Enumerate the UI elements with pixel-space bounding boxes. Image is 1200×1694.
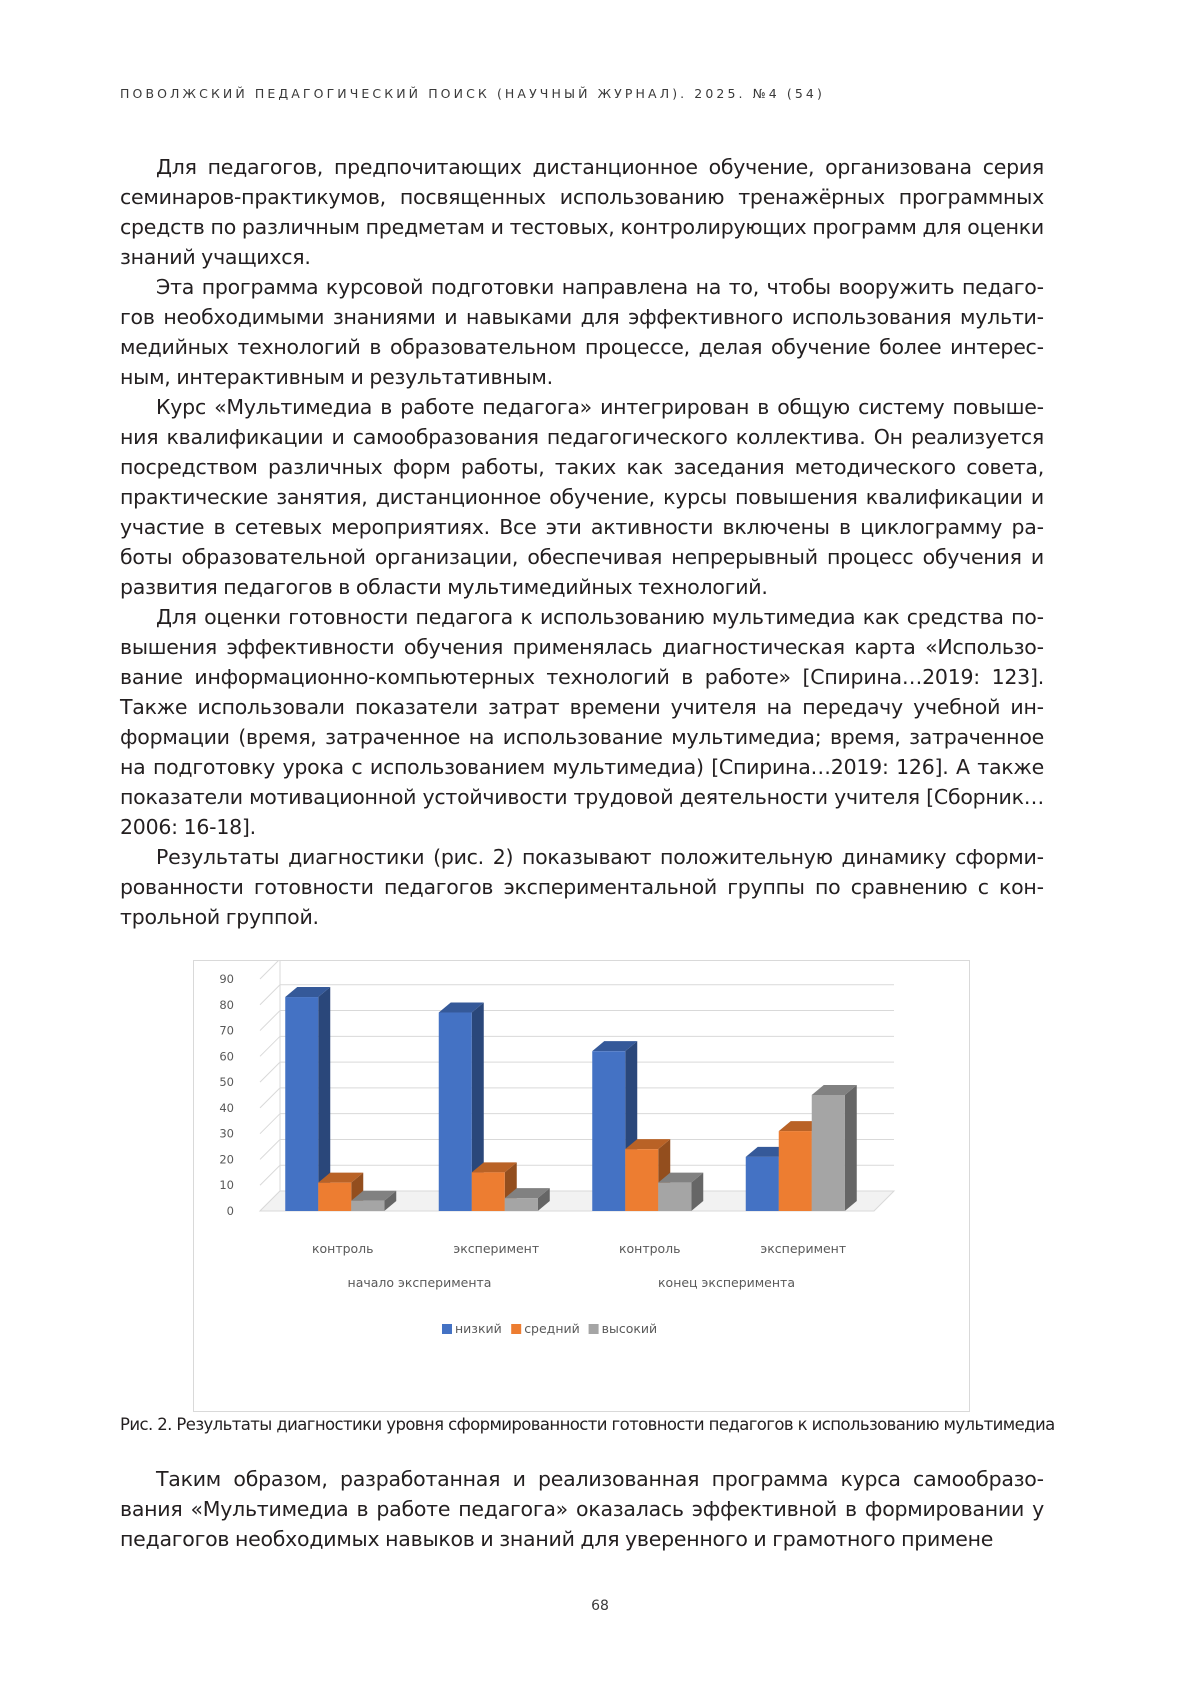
bar-высокий [351,1201,384,1211]
bar-высокий [658,1183,691,1211]
bar-средний [625,1149,658,1211]
x-category-label: эксперимент [760,1241,847,1256]
gridline-side [260,985,280,1005]
gridline-side [260,1011,280,1031]
x-category-label: контроль [618,1241,681,1256]
journal-header: ПОВОЛЖСКИЙ ПЕДАГОГИЧЕСКИЙ ПОИСК (НАУЧНЫЙ ЖУРНАЛ). 2025. №4 (54) [120,86,825,101]
bars [285,987,857,1211]
bar-низкий [592,1051,625,1211]
figure-chart [193,960,970,1412]
bar-высокий [812,1095,845,1211]
gridline-side [260,1088,280,1108]
y-tick-label: 70 [219,1023,234,1038]
paragraph: Эта программа курсовой подготовки направлена на то, чтобы вооружить педагогов необходимыми знаниями и навыками для эффективного использования мультимедийных технологий в образовательном процессе, делая обучение более интересным, интерактивным и результативным. [120,275,1044,389]
legend-swatch [442,1324,452,1334]
page-number: 68 [591,1598,609,1614]
bar-высокий [505,1198,538,1211]
body-text-bottom [120,1464,1044,1554]
legend-label: низкий [455,1321,502,1336]
gridline-side [260,1165,280,1185]
paragraph: Для оценки готовности педагога к использованию мультимедиа как средства повышения эффективности обучения применялась диагностическая карта «Использование информационно-компьютерных технологий в работе» [Спирина…2019: 123]. Также использовали показатели затрат времени учителя на передачу учебной информации (время, затраченное на использование мультимедиа; время, затраченное на подготовку урока с использованием мультимедиа) [Спирина…2019: 126]. А также показатели мотивационной устойчивости трудовой деятельности учителя [Сборник… 2006: 16-18]. [120,605,1044,839]
bar-низкий [285,997,318,1211]
x-axis-labels [312,1241,846,1290]
x-category-label: эксперимент [453,1241,540,1256]
paragraph: Для педагогов, предпочитающих дистанционное обучение, организована серия семинаров-практикумов, посвященных использованию тренажёрных программных средств по различным предметам и тестовых, контролирующих программ для оценки знаний учащихся. [120,155,1044,269]
y-tick-label: 40 [219,1100,234,1115]
legend-label: высокий [601,1321,658,1336]
paragraph: Таким образом, разработанная и реализованная программа курса самообразования «Мультимедиа в работе педагога» оказалась эффективной в формировании у педагогов необходимых навыков и знаний для уверенного и грамотного примене [120,1467,1044,1551]
bar-chart [194,961,969,1411]
x-group-label: конец эксперимента [658,1275,795,1290]
gridline-side [260,961,280,979]
bar-низкий [746,1157,779,1211]
gridline-side [260,1114,280,1134]
legend [442,1321,657,1336]
y-axis-ticks [219,972,234,1218]
gridline-side [260,1139,280,1159]
y-tick-label: 30 [219,1126,234,1141]
gridline-side [260,1036,280,1056]
legend-label: средний [524,1321,580,1336]
y-tick-label: 50 [219,1075,234,1090]
paragraph: Курс «Мультимедиа в работе педагога» интегрирован в общую систему повышения квалификации и самообразования педагогического коллектива. Он реализуется посредством различных форм работы, таких как заседания методического совета, практические занятия, дистанционное обучение, курсы повышения квалификации и участие в сетевых мероприятиях. Все эти активности включены в циклограмму работы образовательной организации, обеспечивая непрерывный процесс обучения и развития педагогов в области мультимедийных технологий. [120,395,1044,599]
y-tick-label: 80 [219,997,234,1012]
gridline-side [260,1062,280,1082]
y-tick-label: 10 [219,1178,234,1193]
figure-caption: Рис. 2. Результаты диагностики уровня сформированности готовности педагогов к использованию мультимедиа [120,1415,1055,1434]
y-tick-label: 20 [219,1152,234,1167]
x-group-label: начало эксперимента [347,1275,492,1290]
bar-средний [472,1172,505,1211]
body-text-top [120,152,1044,932]
y-tick-label: 90 [219,972,234,986]
y-tick-label: 60 [219,1049,234,1064]
bar-средний [779,1131,812,1211]
legend-swatch [589,1324,599,1334]
bar-side [845,1085,857,1211]
x-category-label: контроль [311,1241,374,1256]
paragraph: Результаты диагностики (рис. 2) показывают положительную динамику сформированности готовности педагогов экспериментальной группы по сравнению с контрольной группой. [120,845,1044,929]
bar-средний [318,1183,351,1211]
y-tick-label: 0 [226,1204,234,1218]
legend-swatch [511,1324,521,1334]
bar-низкий [439,1013,472,1211]
